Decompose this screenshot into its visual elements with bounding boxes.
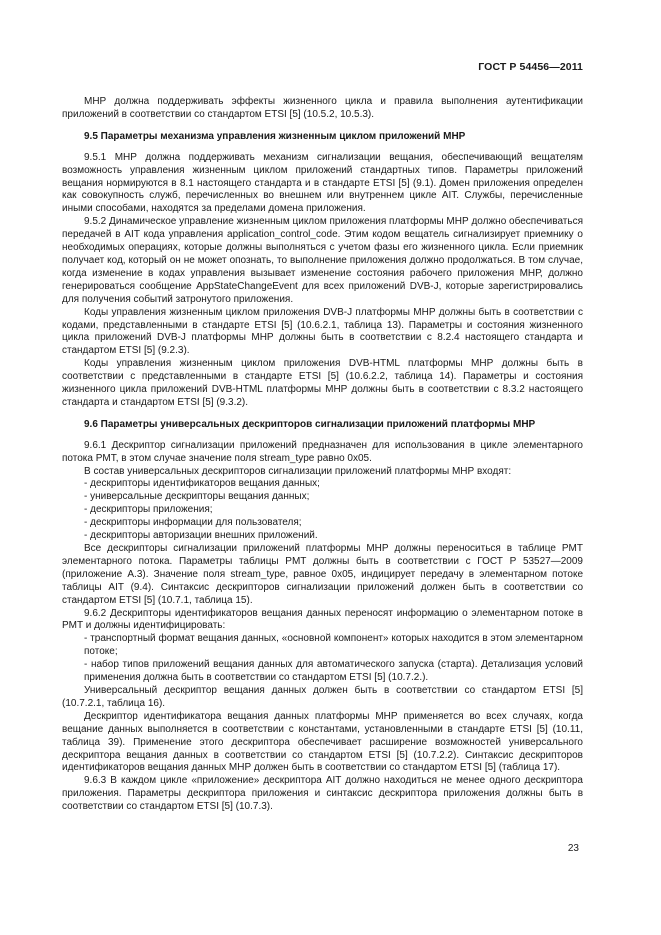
page-number: 23 (567, 843, 579, 854)
paragraph-html-codes: Коды управления жизненным циклом приложения DVB-HTML платформы МНР должны быть в соответствии с представленными в стандарте ETSI [5] (10.6.2.2, таблица 14). Параметры и состояния жизненного цикла приложений DVB-HTML платформы МНР должны быть в соответствии с 8.3.2 настоящего стандарта и стандартом ETSI [5] (9.3.2). (62, 358, 583, 408)
paragraph-pmt: Все дескрипторы сигнализации приложений платформы МНР должны переноситься в таблице PMT элементарного потока. Параметры таблицы PMT должны быть в соответствии с ГОСТ Р 53527—2009 (приложение А.3). Значение поля stream_type, равное 0x05, индицирует передачу в элементарном потоке таблицы AIT (9.4). Синтаксис дескрипторов сигнализации приложений должен быть в соответствии со стандартом ETSI [5] (10.7.1, таблица 15). (62, 543, 583, 606)
list-item: - дескрипторы приложения; (84, 504, 213, 516)
descriptor-list (62, 478, 583, 543)
list-item: - дескрипторы авторизации внешних приложений. (84, 530, 318, 542)
paragraph-intro: МНР должна поддерживать эффекты жизненного цикла и правила выполнения аутентификации приложений в соответствии со стандартом ETSI [5] (10.5.2, 10.5.3). (62, 96, 583, 120)
paragraph-9-5-2: 9.5.2 Динамическое управление жизненным циклом приложения платформы МНР должно обеспечиваться передачей в AIT кода управления application_control_code. Этим кодом вещатель сигнализирует приемнику о необходимых операциях, которые должны выполняться с учетом фазы его жизненного цикла. Если приемник получает код, который он не может опознать, то выполнение приложения должно продолжаться. В том случае, когда изменение в кодах управления вызывает изменение состояния рабочего приложения МНР, должно генерироваться сообщение AppStateChangeEvent для всех приложений DVB-J, которые зарегистрировались для получения событий затронутого приложения. (62, 216, 583, 305)
paragraph-9-5-1: 9.5.1 МНР должна поддерживать механизм сигнализации вещания, обеспечивающий вещателям возможность управления жизненным циклом приложений стандартных типов. Параметры приложений вещания нормируются в 8.1 настоящего стандарта и в стандарте ETSI [5] (9.1). Домен приложения определен как совокупность служб, перечисленных во внешнем или внутреннем цикле AIT. Службы, перечисленные иными способами, находятся за пределами домена приложения. (62, 151, 583, 215)
list-item: - набор типов приложений вещания данных для автоматического запуска (старта). Детализация условий применения должна быть в соответствии со стандартом ETSI [5] (10.7.2.). (84, 659, 583, 684)
section-heading-9-6: 9.6 Параметры универсальных дескрипторов сигнализации приложений платформы МНР (84, 418, 536, 430)
list-item: - дескрипторы информации для пользователя; (84, 517, 302, 529)
document-body (62, 96, 583, 814)
paragraph-9-6-2: 9.6.2 Дескрипторы идентификаторов вещания данных переносят информацию о элементарном потоке в PMT и должны идентифицировать: (62, 607, 583, 632)
section-heading-9-5: 9.5 Параметры механизма управления жизненным циклом приложений МНР (84, 130, 466, 142)
list-item: - транспортный формат вещания данных, «основной компонент» которых находится в этом элементарном потоке; (84, 633, 583, 658)
paragraph-9-6-3: 9.6.3 В каждом цикле «приложение» дескриптора AIT должно находиться не менее одного дескриптора приложения. Параметры дескриптора приложения и синтаксис дескриптора приложения должны быть в соответствии со стандартом ETSI [5] (10.7.3). (62, 775, 583, 813)
standard-id-header: ГОСТ Р 54456—2011 (478, 61, 583, 73)
list-item: - универсальные дескрипторы вещания данных; (84, 491, 310, 503)
paragraph-composition: В состав универсальных дескрипторов сигнализации приложений платформы МНР входят: (84, 465, 512, 477)
paragraph-identifier-descriptor: Дескриптор идентификатора вещания данных платформы МНР применяется во всех случаях, когда вещание данных выполняется в соответствии с константами, установленными в стандарте ETSI [5] (10.11, таблица 39). Применение этого дескриптора обеспечивает расширение возможностей универсального дескриптора вещания данных в соответствии со стандартом ETSI [5] (10.7.2.2). Синтаксис дескрипторов идентификаторов вещания данных МНР должен быть в соответствии со стандартом ETSI [5] (таблица 17). (62, 710, 583, 774)
identify-list (62, 633, 583, 685)
paragraph-universal-descriptor: Универсальный дескриптор вещания данных должен быть в соответствии со стандартом ETSI [5] (10.7.2.1, таблица 16). (62, 684, 583, 709)
list-item: - дескрипторы идентификаторов вещания данных; (84, 478, 320, 490)
paragraph-9-6-1: 9.6.1 Дескриптор сигнализации приложений предназначен для использования в цикле элементарного потока PMT, в этом случае значение поля stream_type равно 0x05. (62, 439, 583, 464)
paragraph-dvbj-codes: Коды управления жизненным циклом приложения DVB-J платформы МНР должны быть в соответствии с кодами, представленными в стандарте ETSI [5] (10.6.2.1, таблица 13). Параметры и состояния жизненного цикла приложений DVB-J платформы МНР должны быть в соответствии с 8.2.4 настоящего стандарта и стандартом ETSI [5] (9.2.3). (62, 306, 583, 357)
